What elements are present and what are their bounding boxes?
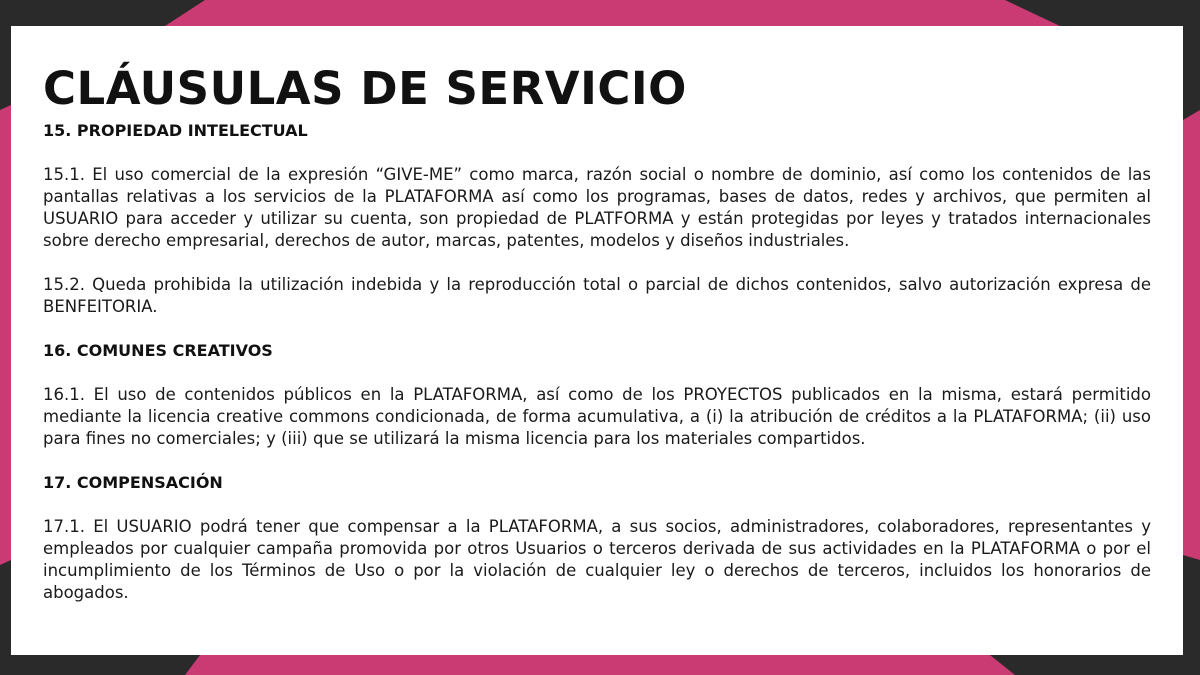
clause-15-2: 15.2. Queda prohibida la utilización indebida y la reproducción total o parcial de dichos contenidos, salvo autorización expresa de BENFEITORIA. (43, 275, 1151, 316)
clause-15-1: 15.1. El uso comercial de la expresión “GIVE-ME” como marca, razón social o nombre de dominio, así como los contenidos de las pantallas relativas a los servicios de la PLATAFORMA así como los programas, bases de datos, redes y archivos, que permiten al USUARIO para acceder y utilizar su cuenta, son propiedad de PLATFORMA y están protegidas por leyes y tratados internacionales sobre derecho empresarial, derechos de autor, marcas, patentes, modelos y diseños industriales. (43, 165, 1151, 250)
section-heading: 15. PROPIEDAD INTELECTUAL (43, 121, 308, 140)
content-card (11, 26, 1183, 655)
pink-left-shape (0, 105, 11, 565)
section-heading: 16. COMUNES CREATIVOS (43, 341, 273, 360)
section-heading: 17. COMPENSACIÓN (43, 473, 223, 492)
pink-right-shape (1183, 110, 1200, 560)
section-16 (43, 340, 1151, 450)
section-15 (43, 120, 1151, 318)
pink-top-shape (165, 0, 1060, 26)
clause-17-1: 17.1. El USUARIO podrá tener que compensar a la PLATAFORMA, a sus socios, administradores, colaboradores, representantes y empleados por cualquier campaña promovida por otros Usuarios o terceros derivada de sus actividades en la PLATAFORMA o por el incumplimiento de los Términos de Uso o por la violación de cualquier ley o derechos de terceros, incluidos los honorarios de abogados. (43, 517, 1151, 602)
clause-16-1: 16.1. El uso de contenidos públicos en la PLATAFORMA, así como de los PROYECTOS publicados en la misma, estará permitido mediante la licencia creative commons condicionada, de forma acumulativa, a (i) la atribución de créditos a la PLATAFORMA; (ii) uso para fines no comerciales; y (iii) que se utilizará la misma licencia para los materiales compartidos. (43, 385, 1151, 448)
page-title: CLÁUSULAS DE SERVICIO (43, 62, 687, 115)
pink-bottom-shape (185, 655, 1015, 675)
section-17 (43, 472, 1151, 604)
